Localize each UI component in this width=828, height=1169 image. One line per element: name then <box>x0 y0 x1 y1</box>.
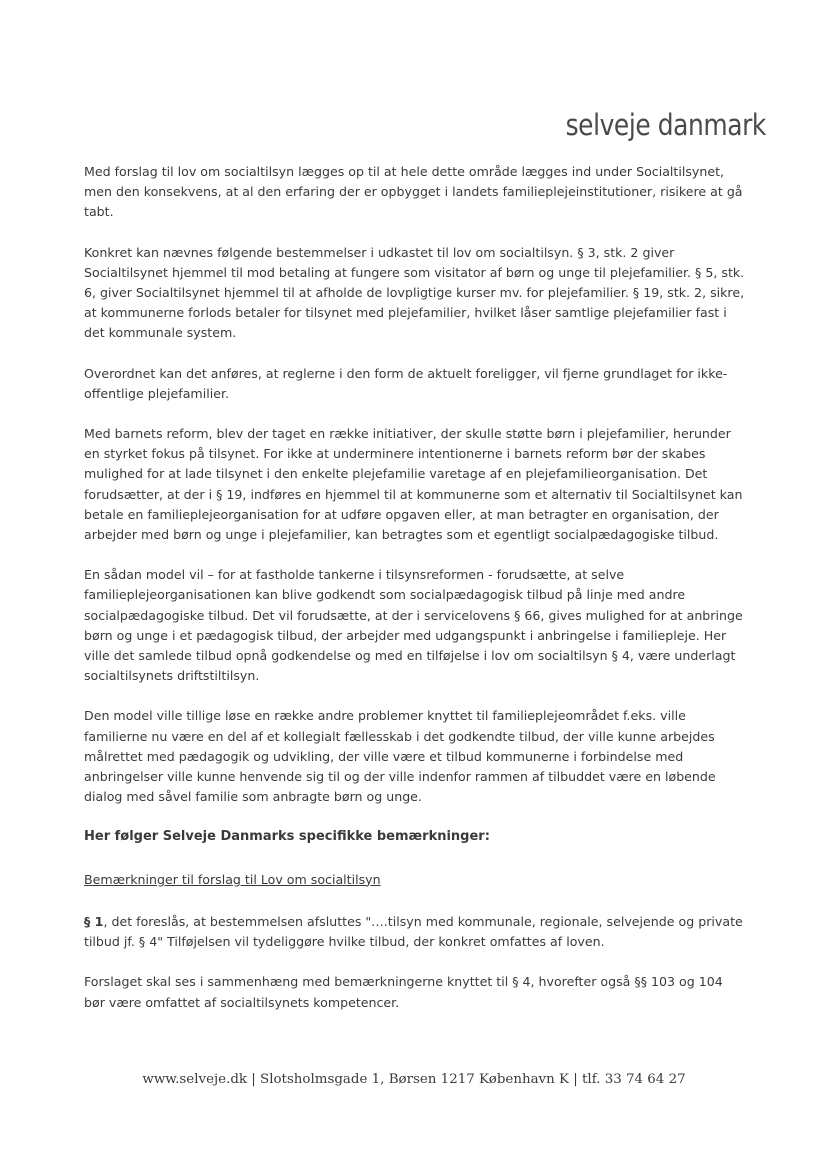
footer-contact: www.selveje.dk | Slotsholmsgade 1, Børsen 1217 København K | tlf. 33 74 64 27 <box>142 1072 686 1087</box>
section-subheading: Bemærkninger til forslag til Lov om socialtilsyn <box>84 871 381 887</box>
section-1-text: , det foreslås, at bestemmelsen afsluttes "….tilsyn med kommunale, regionale, selvejende og private tilbud jf. § 4" Tilføjelsen vil tydeliggøre hvilke tilbud, der konkret omfattes af loven. <box>84 913 743 950</box>
paragraph-provisions: Konkret kan nævnes følgende bestemmelser i udkastet til lov om socialtilsyn. § 3, stk. 2 giver Socialtilsynet hjemmel til mod betaling at fungere som visitator af børn og unge til plejefamilier. § 5, stk. 6, giver Socialtilsynet hjemmel til at afholde de lovpligtige kurser mv. for plejefamilier. § 19, stk. 2, sikre, at kommunerne forlods betaler for tilsynet med plejefamilier, hvilket låser samtlige plejefamilier fast i det kommunale system. <box>84 244 745 341</box>
paragraph-barnets-reform: Med barnets reform, blev der taget en række initiativer, der skulle støtte børn i plejefamilier, herunder en styrket fokus på tilsynet. For ikke at underminere intentionerne i barnets reform bør der skabes mulighed for at lade tilsynet i den enkelte plejefamilie varetage af en plejefamilieorganisation. Det forudsætter, at der i § 19, indføres en hjemmel til at kommunerne som et alternativ til Socialtilsynet kan betale en familieplejeorganisation for at udføre opgaven eller, at man betragter en organisation, der arbejder med børn og unge i plejefamilier, kan betragtes som et egentligt socialpædagogiske tilbud. <box>84 426 743 543</box>
paragraph-overall: Overordnet kan det anføres, at reglerne i den form de aktuelt foreligger, vil fjerne grundlaget for ikke-offentlige plejefamilier. <box>84 365 728 401</box>
paragraph-intro: Med forslag til lov om socialtilsyn lægges op til at hele dette område lægges ind under Socialtilsynet, men den konsekvens, at al den erfaring der er opbygget i landets familieplejeinstitutioner, risikere at gå tabt. <box>84 164 743 220</box>
section-1-label: § 1 <box>84 913 104 929</box>
paragraph-model: En sådan model vil – for at fastholde tankerne i tilsynsreformen - forudsætte, at selve familieplejeorganisationen kan blive godkendt som socialpædagogisk tilbud på linje med andre socialpædagogiske tilbud. Det vil forudsætte, at der i servicelovens § 66, gives mulighed for at anbringe børn og unge i et pædagogisk tilbud, der arbejder med udgangspunkt i anbringelse i familiepleje. Her ville det samlede tilbud opnå godkendelse og med en tilføjelse i lov om socialtilsyn § 4, være underlagt socialtilsynets driftstiltilsyn. <box>84 567 743 684</box>
section-heading: Her følger Selveje Danmarks specifikke bemærkninger: <box>84 829 490 845</box>
paragraph-closing: Forslaget skal ses i sammenhæng med bemærkningerne knyttet til § 4, hvorefter også §§ 103 og 104 bør være omfattet af socialtilsynets kompetencer. <box>84 974 723 1010</box>
paragraph-section-1 <box>84 912 746 952</box>
selveje-danmark-logo: selveje danmark <box>565 108 766 142</box>
letter-body <box>84 162 746 1033</box>
paragraph-benefits: Den model ville tillige løse en række andre problemer knyttet til familieplejeområdet f.eks. ville familierne nu være en del af et kollegialt fællesskab i det godkendte tilbud, der ville kunne arbejdes målrettet med pædagogik og udvikling, der ville være et tilbud kommunerne i forbindelse med anbringelser ville kunne henvende sig til og der ville indenfor rammen af tilbuddet være en løbende dialog med såvel familie som anbragte børn og unge. <box>84 708 716 805</box>
